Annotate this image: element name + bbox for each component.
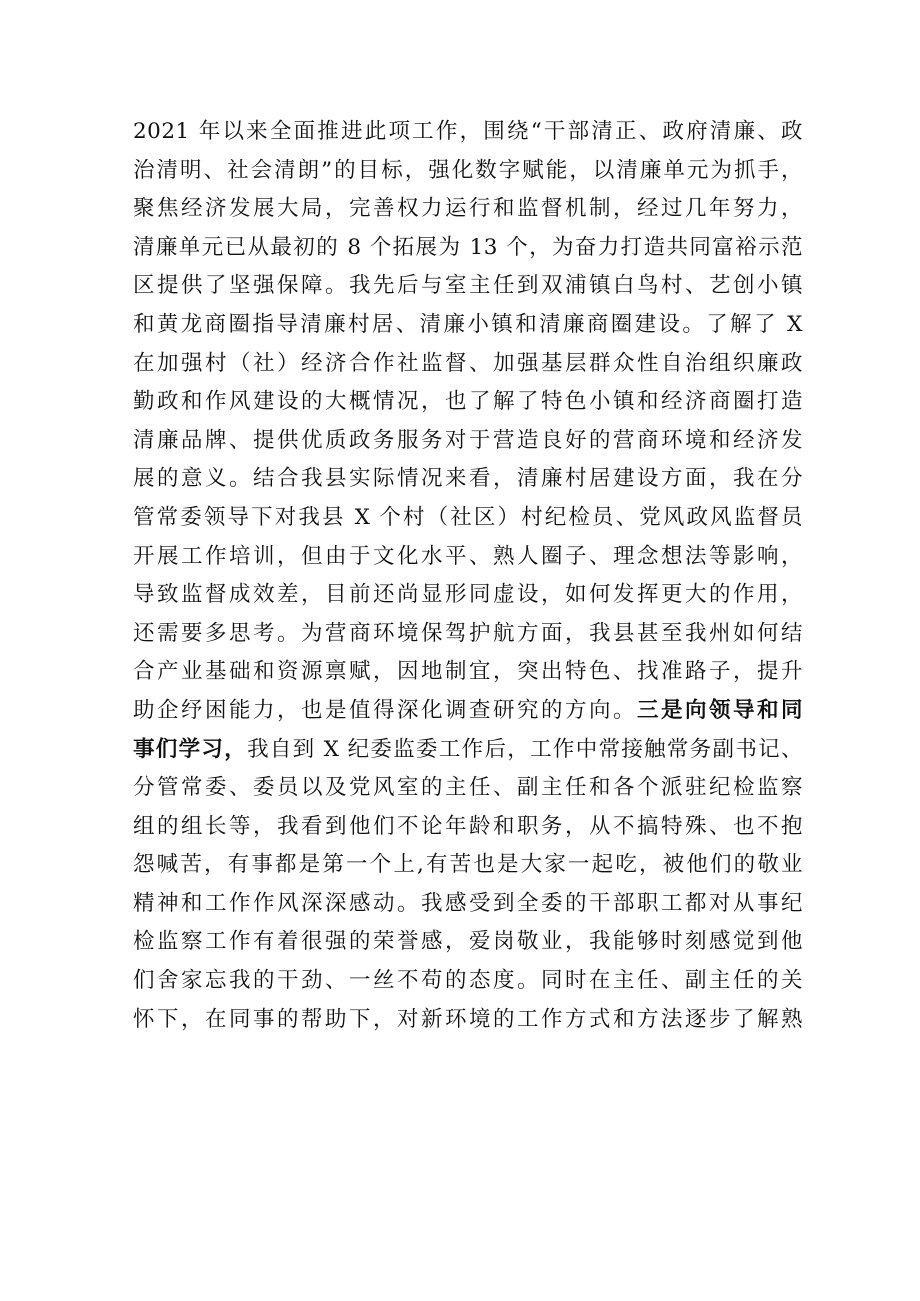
bold-heading-text: 事们学习， — [133, 736, 248, 762]
regular-text: 助企纾困能力，也是值得深化调查研究的方向。 — [133, 697, 637, 723]
text-line: 2021 年以来全面推进此项工作，围绕“干部清正、政府清廉、政 — [133, 119, 803, 144]
text-line: 清廉品牌、提供优质政务服务对于营造良好的营商环境和经济发 — [133, 427, 803, 453]
text-line: 清廉单元已从最初的 8 个拓展为 13 个，为奋力打造共同富裕示范 — [133, 234, 803, 260]
text-line: 展的意义。结合我县实际情况来看，清廉村居建设方面，我在分 — [133, 466, 803, 492]
text-line: 分管常委、委员以及党风室的主任、副主任和各个派驻纪检监察 — [133, 775, 803, 801]
text-line: 开展工作培训，但由于文化水平、熟人圈子、理念想法等影响， — [133, 543, 803, 569]
text-line: 管常委领导下对我县 X 个村（社区）村纪检员、党风政风监督员 — [133, 504, 803, 530]
body-paragraph — [133, 113, 803, 1039]
text-line: 在加强村（社）经济合作社监督、加强基层群众性自治组织廉政 — [133, 350, 803, 376]
regular-text: 我自到 X 纪委监委工作后，工作中常接触常务副书记、 — [247, 736, 803, 762]
text-line: 聚焦经济发展大局，完善权力运行和监督机制，经过几年努力， — [133, 196, 803, 222]
text-line: 导致监督成效差，目前还尚显形同虚设，如何发挥更大的作用， — [133, 582, 803, 608]
bold-heading-text: 三是向领导和同 — [636, 697, 803, 723]
text-line: 怀下，在同事的帮助下，对新环境的工作方式和方法逐步了解熟 — [133, 1006, 803, 1032]
text-line: 组的组长等，我看到他们不论年龄和职务，从不搞特殊、也不抱 — [133, 813, 803, 839]
text-line: 们舍家忘我的干劲、一丝不苟的态度。同时在主任、副主任的关 — [133, 968, 803, 994]
text-line: 怨喊苦，有事都是第一个上,有苦也是大家一起吃，被他们的敬业 — [133, 852, 803, 878]
text-line: 精神和工作作风深深感动。我感受到全委的干部职工都对从事纪 — [133, 890, 803, 916]
text-line-mixed — [133, 731, 803, 770]
text-line: 勤政和作风建设的大概情况，也了解了特色小镇和经济商圈打造 — [133, 389, 803, 415]
text-line: 治清明、社会清朗”的目标，强化数字赋能，以清廉单元为抓手， — [133, 157, 803, 183]
text-line: 还需要多思考。为营商环境保驾护航方面，我县甚至我州如何结 — [133, 620, 803, 646]
text-line: 区提供了坚强保障。我先后与室主任到双浦镇白鸟村、艺创小镇 — [133, 273, 803, 299]
text-line: 检监察工作有着很强的荣誉感，爱岗敬业，我能够时刻感觉到他 — [133, 929, 803, 955]
text-line: 合产业基础和资源禀赋，因地制宜，突出特色、找准路子，提升 — [133, 659, 803, 685]
text-line: 和黄龙商圈指导清廉村居、清廉小镇和清廉商圈建设。了解了 X — [133, 311, 803, 337]
text-line-mixed — [133, 692, 803, 731]
